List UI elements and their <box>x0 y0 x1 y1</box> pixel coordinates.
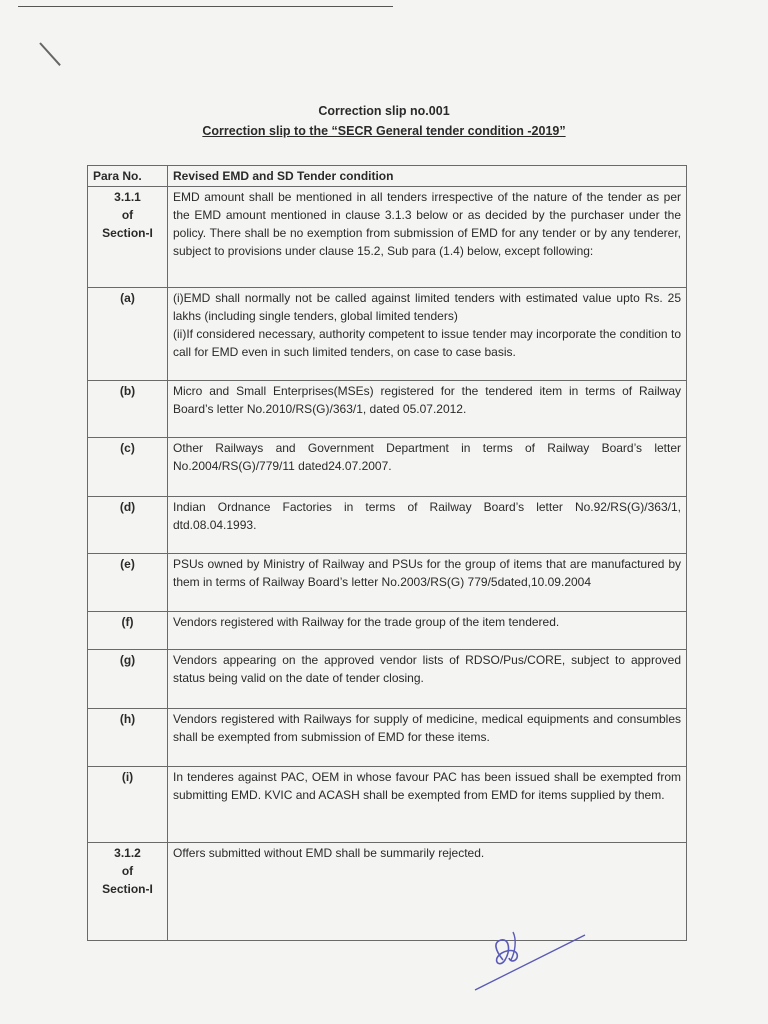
condition-text: Indian Ordnance Factories in terms of Railway Board’s letter No.92/RS(G)/363/1, dtd.08.04.1993. <box>168 497 687 554</box>
condition-text: (i)EMD shall normally not be called against limited tenders with estimated value upto Rs. 25 lakhs (including single tenders, global limited tenders) (ii)If considered necessary, authority competent to issue tender may incorporate the condition to call for EMD even in such limited tenders, on case to case basis. <box>168 288 687 381</box>
table-row <box>88 381 687 438</box>
para-number: (h) <box>88 709 168 767</box>
table-header-row <box>88 166 687 187</box>
table-row <box>88 554 687 612</box>
condition-text: Offers submitted without EMD shall be summarily rejected. <box>168 843 687 941</box>
table-row <box>88 497 687 554</box>
condition-text: Vendors registered with Railway for the trade group of the item tendered. <box>168 612 687 650</box>
para-number: (d) <box>88 497 168 554</box>
table-row <box>88 187 687 288</box>
para-number: (f) <box>88 612 168 650</box>
table-row <box>88 843 687 941</box>
para-number: (a) <box>88 288 168 381</box>
condition-text: EMD amount shall be mentioned in all tenders irrespective of the nature of the tender as per the EMD amount mentioned in clause 3.1.3 below or as decided by the purchaser under the policy. There shall be no exemption from submission of EMD for any tender or by any tenderer, subject to provisions under clause 15.2, Sub para (1.4) below, except following: <box>168 187 687 288</box>
slip-title-heading: Correction slip to the “SECR General tender condition -2019” <box>202 124 566 138</box>
condition-text: PSUs owned by Ministry of Railway and PSUs for the group of items that are manufactured by them in terms of Railway Board’s letter No.2003/RS(G) 779/5dated,10.09.2004 <box>168 554 687 612</box>
tender-condition-table <box>87 165 687 941</box>
table-row <box>88 288 687 381</box>
header-para-no: Para No. <box>88 166 168 187</box>
table-row <box>88 650 687 709</box>
signature-image <box>465 920 595 1000</box>
para-number: 3.1.2 of Section-I <box>88 843 168 941</box>
condition-text: Vendors registered with Railways for supply of medicine, medical equipments and consumbles shall be exempted from submission of EMD for these items. <box>168 709 687 767</box>
table-row <box>88 767 687 843</box>
condition-text: In tenderes against PAC, OEM in whose favour PAC has been issued shall be exempted from submitting EMD. KVIC and ACASH shall be exempted from EMD for items supplied by them. <box>168 767 687 843</box>
para-number: 3.1.1 of Section-I <box>88 187 168 288</box>
slip-number-heading: Correction slip no.001 <box>318 104 450 118</box>
para-number: (c) <box>88 438 168 497</box>
top-rule <box>18 6 393 7</box>
table-row <box>88 612 687 650</box>
condition-text: Micro and Small Enterprises(MSEs) registered for the tendered item in terms of Railway Board’s letter No.2010/RS(G)/363/1, dated 05.07.2012. <box>168 381 687 438</box>
table-row <box>88 438 687 497</box>
table-row <box>88 709 687 767</box>
condition-text: Vendors appearing on the approved vendor lists of RDSO/Pus/CORE, subject to approved status being valid on the date of tender closing. <box>168 650 687 709</box>
pen-mark <box>39 42 61 66</box>
header-condition: Revised EMD and SD Tender condition <box>168 166 687 187</box>
para-number: (b) <box>88 381 168 438</box>
para-number: (e) <box>88 554 168 612</box>
condition-text: Other Railways and Government Department in terms of Railway Board’s letter No.2004/RS(G)/779/11 dated24.07.2007. <box>168 438 687 497</box>
para-number: (i) <box>88 767 168 843</box>
para-number: (g) <box>88 650 168 709</box>
